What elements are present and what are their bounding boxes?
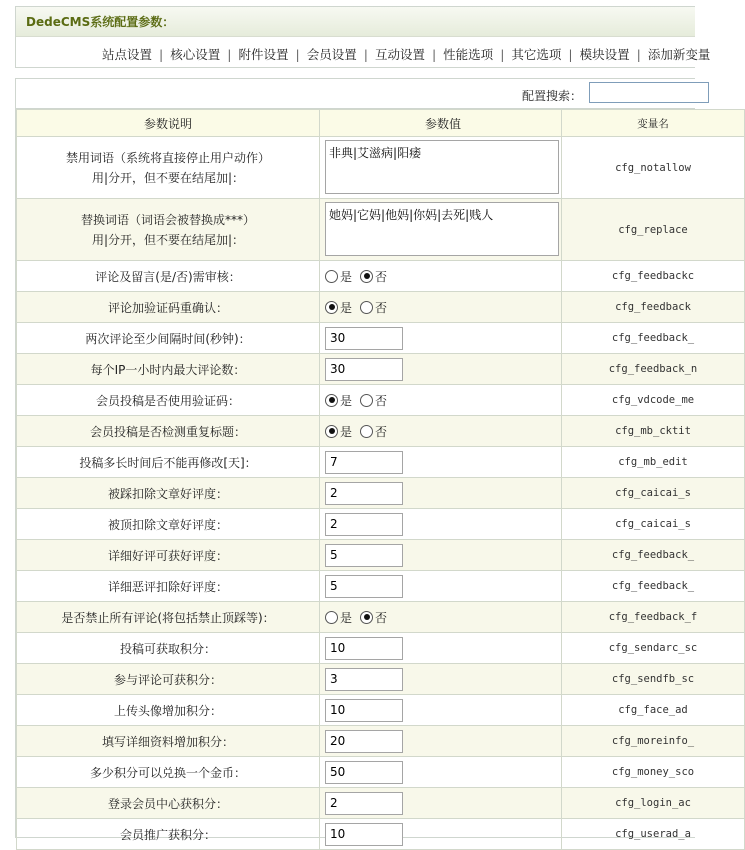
radio-no-option[interactable]	[360, 301, 387, 315]
radio-no[interactable]	[360, 611, 373, 624]
param-description: 两次评论至少间隔时间(秒钟)：	[17, 323, 320, 354]
radio-no[interactable]	[360, 270, 373, 283]
param-description: 参与评论可获积分：	[17, 664, 320, 695]
param-input[interactable]	[325, 482, 403, 505]
table-row	[17, 664, 745, 695]
param-description: 评论及留言(是/否)需审核：	[17, 261, 320, 292]
radio-yes[interactable]	[325, 394, 338, 407]
radio-yes-option[interactable]	[325, 394, 352, 408]
radio-no-label: 否	[375, 300, 388, 315]
param-description: 投稿可获取积分：	[17, 633, 320, 664]
page-title: DedeCMS系统配置参数：	[26, 15, 175, 29]
param-value-cell	[320, 788, 562, 819]
radio-yes[interactable]	[325, 611, 338, 624]
table-row	[17, 633, 745, 664]
param-value-cell	[320, 354, 562, 385]
table-row	[17, 509, 745, 540]
param-value-cell	[320, 819, 562, 850]
variable-name: cfg_replace	[562, 199, 745, 261]
param-value-cell	[320, 385, 562, 416]
param-description: 被顶扣除文章好评度：	[17, 509, 320, 540]
param-textarea[interactable]	[325, 140, 559, 194]
tab-7[interactable]: 模块设置	[579, 47, 630, 62]
param-description	[17, 137, 320, 199]
radio-no[interactable]	[360, 301, 373, 314]
radio-no-label: 否	[375, 393, 388, 408]
param-description-note: 用|分开，但不要在结尾加|：	[91, 170, 245, 185]
radio-no-option[interactable]	[360, 394, 387, 408]
param-input[interactable]	[325, 761, 403, 784]
tab-4[interactable]: 互动设置	[374, 47, 425, 62]
table-row	[17, 478, 745, 509]
tab-5[interactable]: 性能选项	[443, 47, 494, 62]
variable-name: cfg_feedback_	[562, 540, 745, 571]
tab-0[interactable]: 站点设置	[102, 47, 153, 62]
radio-no-label: 否	[375, 269, 388, 284]
variable-name: cfg_feedback_f	[562, 602, 745, 633]
tab-8[interactable]: 添加新变量	[647, 47, 711, 62]
table-row	[17, 447, 745, 478]
nav-separator: |	[159, 47, 164, 62]
column-header-desc: 参数说明	[17, 110, 320, 137]
nav-separator: |	[431, 47, 437, 62]
param-value-cell	[320, 695, 562, 726]
table-row	[17, 571, 745, 602]
param-value-cell	[320, 199, 562, 261]
yes-no-radio-group	[325, 611, 395, 625]
radio-yes[interactable]	[325, 270, 338, 283]
table-row	[17, 137, 745, 199]
nav-separator: |	[636, 47, 641, 62]
radio-yes-label: 是	[340, 300, 353, 315]
param-value-cell	[320, 323, 562, 354]
nav-separator: |	[295, 47, 300, 62]
param-description-line: 禁用词语（系统将直接停止用户动作）	[65, 150, 270, 165]
table-row	[17, 385, 745, 416]
column-header-var: 变量名	[562, 110, 745, 137]
table-row	[17, 757, 745, 788]
param-description: 填写详细资料增加积分：	[17, 726, 320, 757]
table-row	[17, 540, 745, 571]
table-row	[17, 695, 745, 726]
nav-separator: |	[227, 47, 232, 62]
param-description: 被踩扣除文章好评度：	[17, 478, 320, 509]
yes-no-radio-group	[325, 270, 395, 284]
param-value-cell	[320, 509, 562, 540]
table-row	[17, 602, 745, 633]
param-value-cell	[320, 540, 562, 571]
title-bar	[16, 7, 695, 37]
param-value-cell	[320, 137, 562, 199]
table-row	[17, 416, 745, 447]
radio-yes-option[interactable]	[325, 270, 352, 284]
radio-yes-label: 是	[340, 610, 353, 625]
table-row	[17, 199, 745, 261]
radio-no-label: 否	[375, 424, 388, 439]
table-row	[17, 292, 745, 323]
param-description-note: 用|分开，但不要在结尾加|：	[91, 232, 245, 247]
param-input[interactable]	[325, 668, 403, 691]
nav-separator: |	[500, 47, 505, 62]
variable-name: cfg_moreinfo_	[562, 726, 745, 757]
variable-name: cfg_money_sco	[562, 757, 745, 788]
param-description: 详细恶评扣除好评度：	[17, 571, 320, 602]
variable-name: cfg_notallow	[562, 137, 745, 199]
column-header-value: 参数值	[320, 110, 562, 137]
param-description: 会员投稿是否检测重复标题：	[17, 416, 320, 447]
yes-no-radio-group	[325, 301, 395, 315]
param-description: 评论加验证码重确认：	[17, 292, 320, 323]
variable-name: cfg_userad_a	[562, 819, 745, 850]
param-description: 投稿多长时间后不能再修改[天]：	[17, 447, 320, 478]
param-value-cell	[320, 478, 562, 509]
param-description	[17, 199, 320, 261]
radio-yes-option[interactable]	[325, 611, 352, 625]
param-input[interactable]	[325, 327, 403, 350]
tab-6[interactable]: 其它选项	[511, 47, 562, 62]
param-input[interactable]	[325, 730, 403, 753]
param-description: 会员投稿是否使用验证码：	[17, 385, 320, 416]
radio-yes-label: 是	[340, 393, 353, 408]
param-description: 每个IP一小时内最大评论数：	[17, 354, 320, 385]
variable-name: cfg_feedbackc	[562, 261, 745, 292]
variable-name: cfg_mb_cktit	[562, 416, 745, 447]
yes-no-radio-group	[325, 425, 395, 439]
radio-yes-option[interactable]	[325, 301, 352, 315]
param-input[interactable]	[325, 575, 403, 598]
table-row	[17, 354, 745, 385]
table-row	[17, 726, 745, 757]
param-description: 详细好评可获好评度：	[17, 540, 320, 571]
variable-name: cfg_feedback_n	[562, 354, 745, 385]
variable-name: cfg_caicai_s	[562, 478, 745, 509]
variable-name: cfg_sendarc_sc	[562, 633, 745, 664]
tab-1[interactable]: 核心设置	[170, 47, 221, 62]
param-value-cell	[320, 571, 562, 602]
param-value-cell	[320, 602, 562, 633]
yes-no-radio-group	[325, 394, 395, 408]
param-value-cell	[320, 757, 562, 788]
param-description-line: 替换词语（词语会被替换成***）	[80, 212, 255, 227]
param-value-cell	[320, 292, 562, 323]
param-value-cell	[320, 416, 562, 447]
param-textarea[interactable]	[325, 202, 559, 256]
config-header-panel	[15, 6, 711, 68]
variable-name: cfg_sendfb_sc	[562, 664, 745, 695]
tab-2[interactable]: 附件设置	[238, 47, 289, 62]
radio-no-option[interactable]	[360, 425, 387, 439]
radio-no-label: 否	[375, 610, 388, 625]
variable-name: cfg_feedback	[562, 292, 745, 323]
table-row	[17, 788, 745, 819]
search-input[interactable]	[589, 82, 709, 103]
variable-name: cfg_login_ac	[562, 788, 745, 819]
param-input[interactable]	[325, 358, 403, 381]
table-row	[17, 819, 745, 850]
param-value-cell	[320, 726, 562, 757]
param-input[interactable]	[325, 637, 403, 660]
search-label: 配置搜索：	[522, 89, 583, 103]
variable-name: cfg_face_ad	[562, 695, 745, 726]
param-description: 多少积分可以兑换一个金币：	[17, 757, 320, 788]
variable-name: cfg_mb_edit	[562, 447, 745, 478]
radio-yes-label: 是	[340, 424, 353, 439]
param-value-cell	[320, 633, 562, 664]
radio-yes[interactable]	[325, 301, 338, 314]
param-input[interactable]	[325, 792, 403, 815]
param-input[interactable]	[325, 823, 403, 846]
param-description: 是否禁止所有评论(将包括禁止顶踩等)：	[17, 602, 320, 633]
param-input[interactable]	[325, 544, 403, 567]
radio-no[interactable]	[360, 425, 373, 438]
variable-name: cfg_feedback_	[562, 323, 745, 354]
radio-no-option[interactable]	[360, 611, 387, 625]
radio-yes-option[interactable]	[325, 425, 352, 439]
radio-yes-label: 是	[340, 269, 353, 284]
param-description: 上传头像增加积分：	[17, 695, 320, 726]
param-description: 登录会员中心获积分：	[17, 788, 320, 819]
table-row	[17, 261, 745, 292]
param-value-cell	[320, 664, 562, 695]
param-input[interactable]	[325, 513, 403, 536]
table-row	[17, 323, 745, 354]
param-value-cell	[320, 261, 562, 292]
config-table-panel	[15, 78, 698, 842]
variable-name: cfg_caicai_s	[562, 509, 745, 540]
nav-separator: |	[363, 47, 368, 62]
variable-name: cfg_feedback_	[562, 571, 745, 602]
radio-yes[interactable]	[325, 425, 338, 438]
config-table	[16, 109, 745, 850]
variable-name: cfg_vdcode_me	[562, 385, 745, 416]
tab-3[interactable]: 会员设置	[306, 47, 357, 62]
param-value-cell	[320, 447, 562, 478]
radio-no-option[interactable]	[360, 270, 387, 284]
param-description: 会员推广获积分：	[17, 819, 320, 850]
param-input[interactable]	[325, 699, 403, 722]
param-input[interactable]	[325, 451, 403, 474]
search-row	[16, 79, 695, 109]
radio-no[interactable]	[360, 394, 373, 407]
nav-separator: |	[568, 47, 573, 62]
